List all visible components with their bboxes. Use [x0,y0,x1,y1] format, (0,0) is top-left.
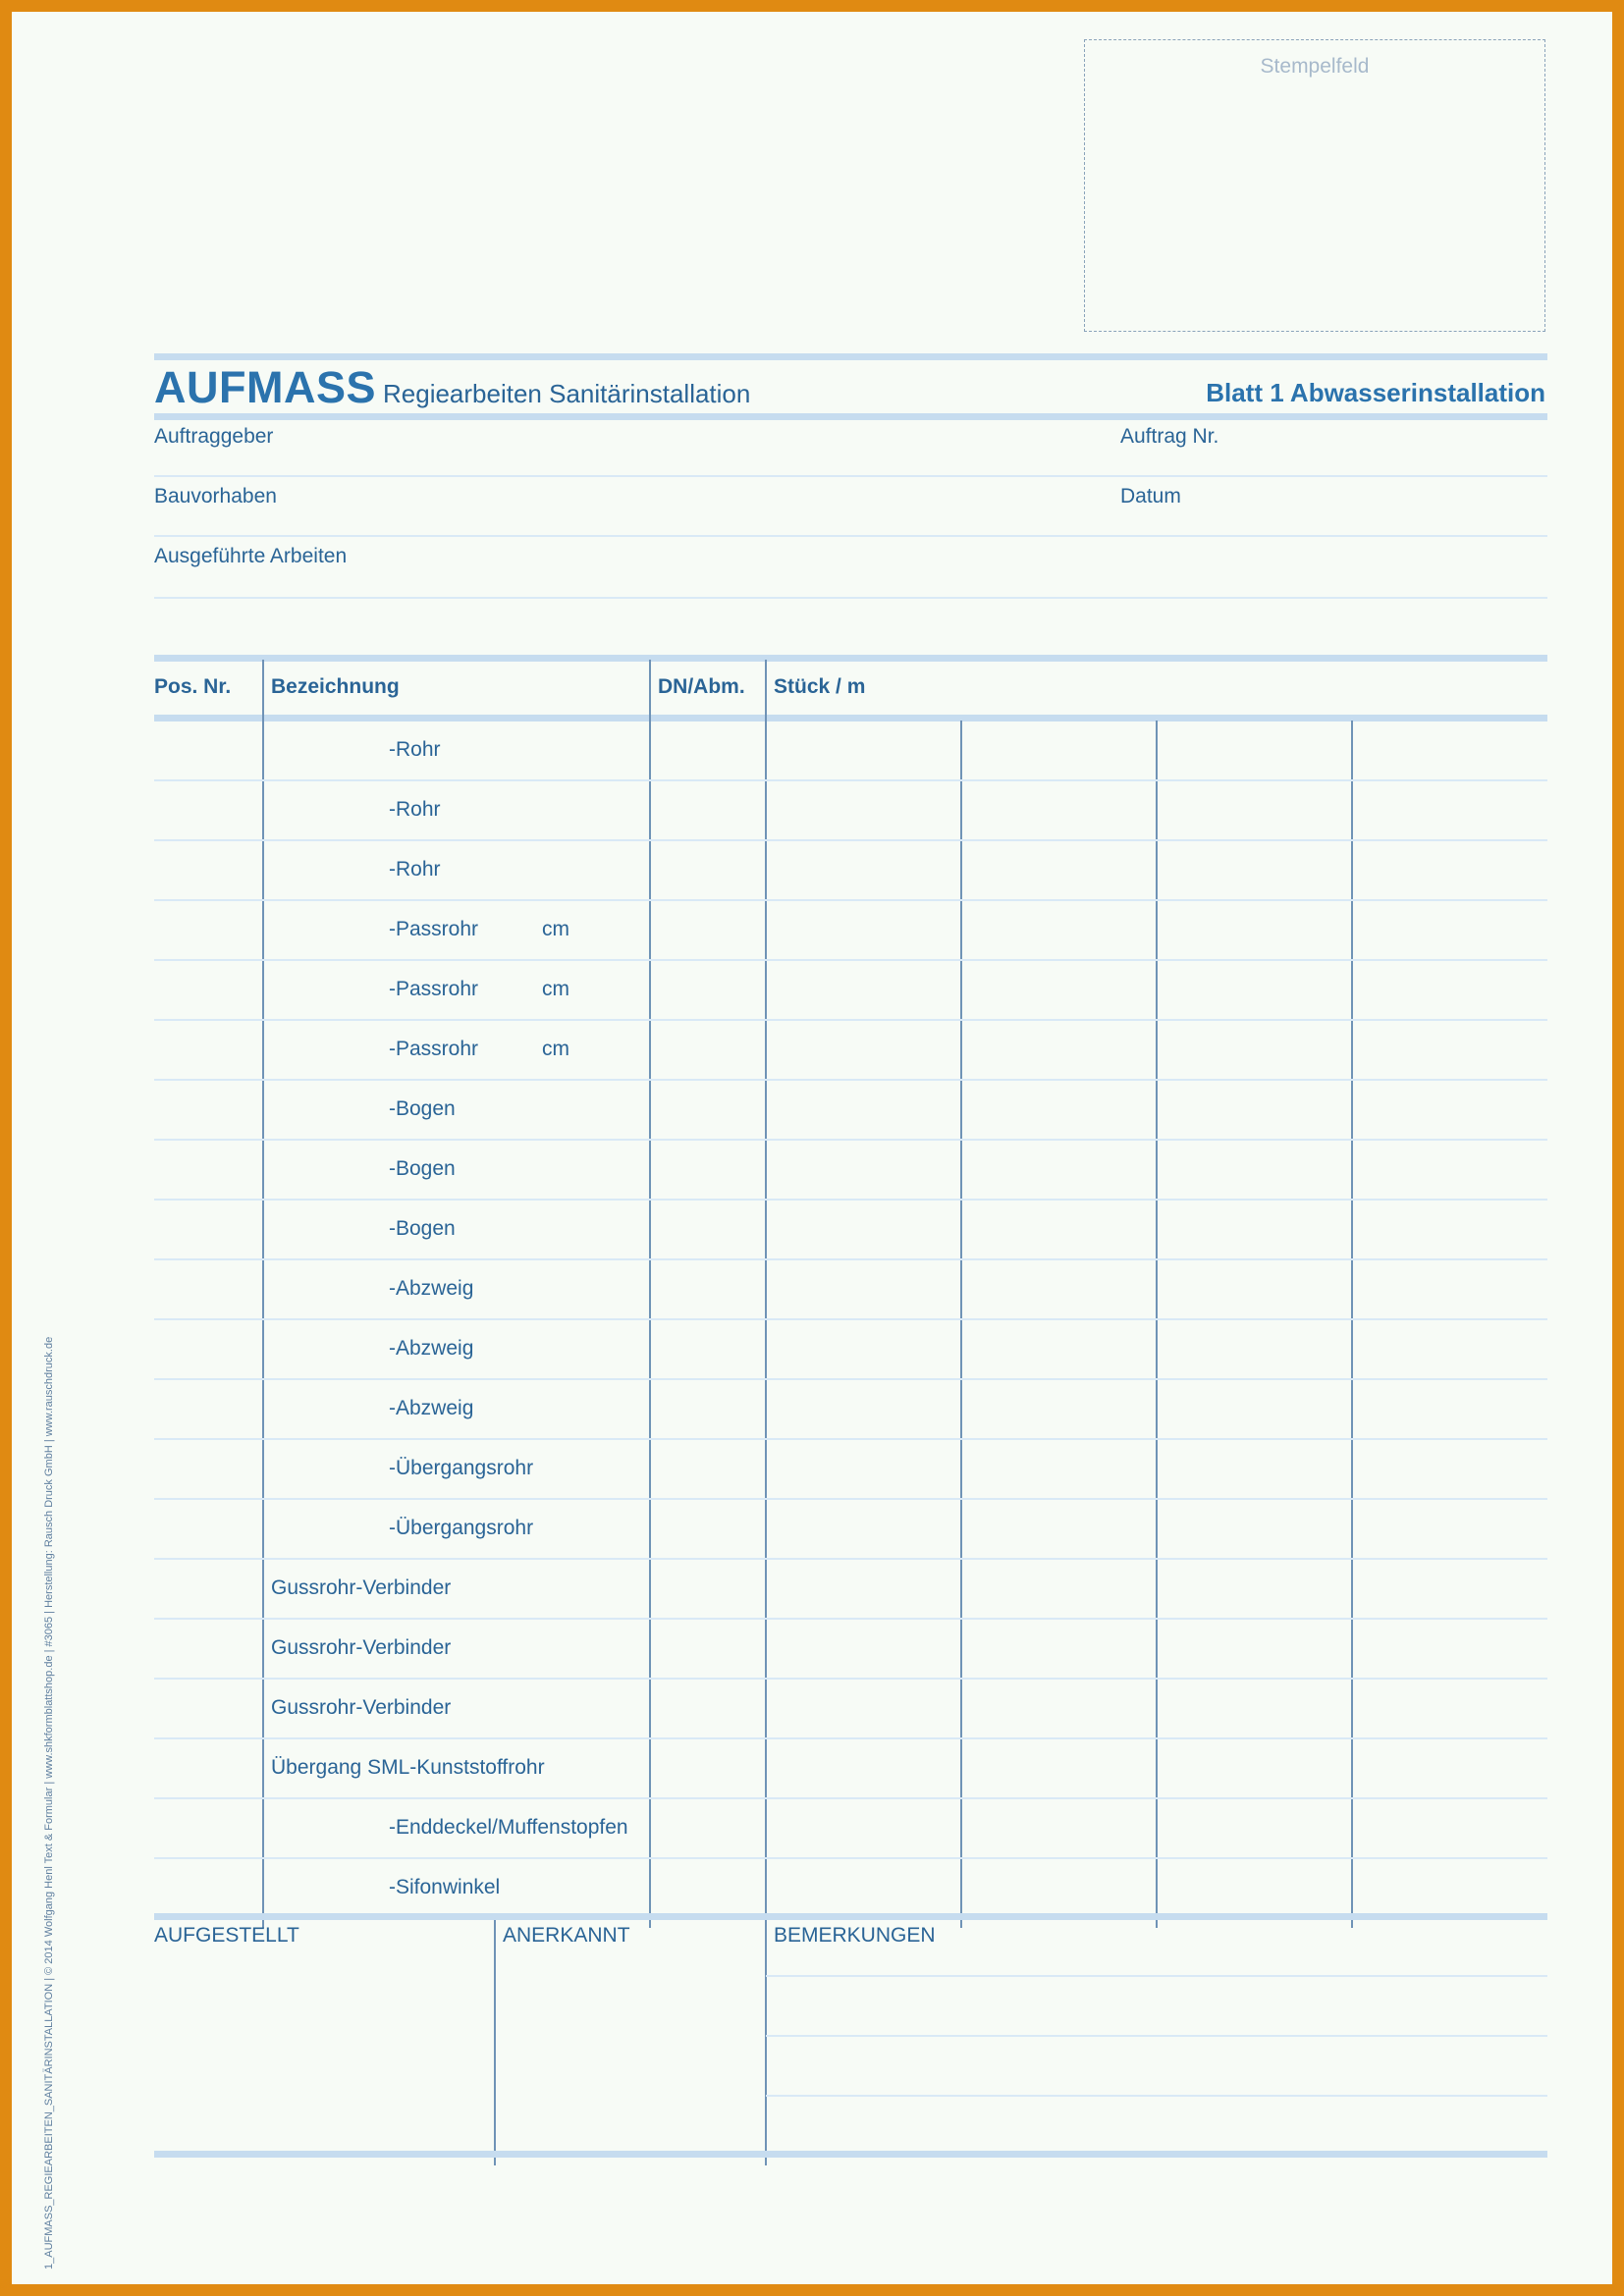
form-subtitle: Regiearbeiten Sanitärinstallation [383,379,751,408]
column-line [1351,721,1353,1928]
remarks-label: BEMERKUNGEN [774,1924,936,1947]
footer-bottom-rule [154,2151,1547,2158]
client-label: Auftraggeber [154,425,274,448]
remarks-rule [766,2095,1547,2097]
column-line [960,721,962,1928]
row-description: -Enddeckel/Muffenstopfen [389,1816,628,1839]
row-rule [154,899,1547,901]
row-description: -Bogen [389,1217,456,1240]
row-unit: cm [542,1038,569,1060]
row-description: -Sifonwinkel [389,1876,501,1898]
title-bottom-rule [154,413,1547,420]
row-description: Gussrohr-Verbinder [271,1696,452,1719]
table-top-rule [154,655,1547,662]
row-description: -Passrohr [389,918,479,940]
row-description: -Rohr [389,858,441,881]
header-description: Bezeichnung [271,675,400,698]
row-description: -Passrohr [389,1038,479,1060]
row-description: -Bogen [389,1097,456,1120]
row-description: -Übergangsrohr [389,1517,534,1539]
form-title: AUFMASS [154,362,376,412]
row-unit: cm [542,918,569,940]
row-rule [154,1019,1547,1021]
column-line [765,1920,767,2165]
stamp-field [1084,39,1545,332]
header-quantity: Stück / m [774,675,866,698]
row-description: -Passrohr [389,978,479,1000]
row-description: -Rohr [389,738,441,761]
row-rule [154,1678,1547,1680]
row-rule [154,1737,1547,1739]
row-rule [154,1857,1547,1859]
project-label: Bauvorhaben [154,485,277,507]
field-rule [154,597,1547,599]
row-description: Übergang SML-Kunststoffrohr [271,1756,545,1779]
row-rule [154,1378,1547,1380]
row-rule [154,1797,1547,1799]
approved-label: ANERKANNT [503,1924,630,1947]
row-rule [154,1199,1547,1201]
imprint-text: 1_AUFMASS_REGIEARBEITEN_SANITÄRINSTALLATION | © 2014 Wolfgang Henl Text & Formular | www.shkformblattshop.de | #3065 | Herstellung: Rausch Druck GmbH | www.rauschdruck.de [43,1336,55,2269]
row-rule [154,1139,1547,1141]
row-rule [154,1438,1547,1440]
field-rule [154,475,1547,477]
field-rule [154,535,1547,537]
row-description: -Abzweig [389,1337,474,1360]
column-line [494,1920,496,2165]
row-rule [154,1558,1547,1560]
row-rule [154,779,1547,781]
row-description: Gussrohr-Verbinder [271,1576,452,1599]
header-pos-nr: Pos. Nr. [154,675,232,698]
row-description: Gussrohr-Verbinder [271,1636,452,1659]
row-description: -Übergangsrohr [389,1457,534,1479]
header-dimension: DN/Abm. [658,675,745,698]
sheet-label: Blatt 1 Abwasserinstallation [1206,378,1545,407]
work-label: Ausgeführte Arbeiten [154,545,348,567]
prepared-label: AUFGESTELLT [154,1924,299,1947]
row-rule [154,839,1547,841]
row-rule [154,1079,1547,1081]
row-rule [154,959,1547,961]
remarks-rule [766,2035,1547,2037]
footer-top-rule [154,1913,1547,1920]
row-description: -Bogen [389,1157,456,1180]
table-header-rule [154,715,1547,721]
row-rule [154,1318,1547,1320]
row-description: -Abzweig [389,1277,474,1300]
row-rule [154,1498,1547,1500]
row-unit: cm [542,978,569,1000]
form-sheet [12,12,1612,2284]
row-rule [154,1618,1547,1620]
date-label: Datum [1120,485,1181,507]
row-description: -Rohr [389,798,441,821]
order-number-label: Auftrag Nr. [1120,425,1219,448]
title-top-rule [154,353,1547,360]
row-description: -Abzweig [389,1397,474,1419]
remarks-rule [766,1975,1547,1977]
row-rule [154,1258,1547,1260]
stamp-label: Stempelfeld [1260,55,1370,78]
column-line [1156,721,1158,1928]
